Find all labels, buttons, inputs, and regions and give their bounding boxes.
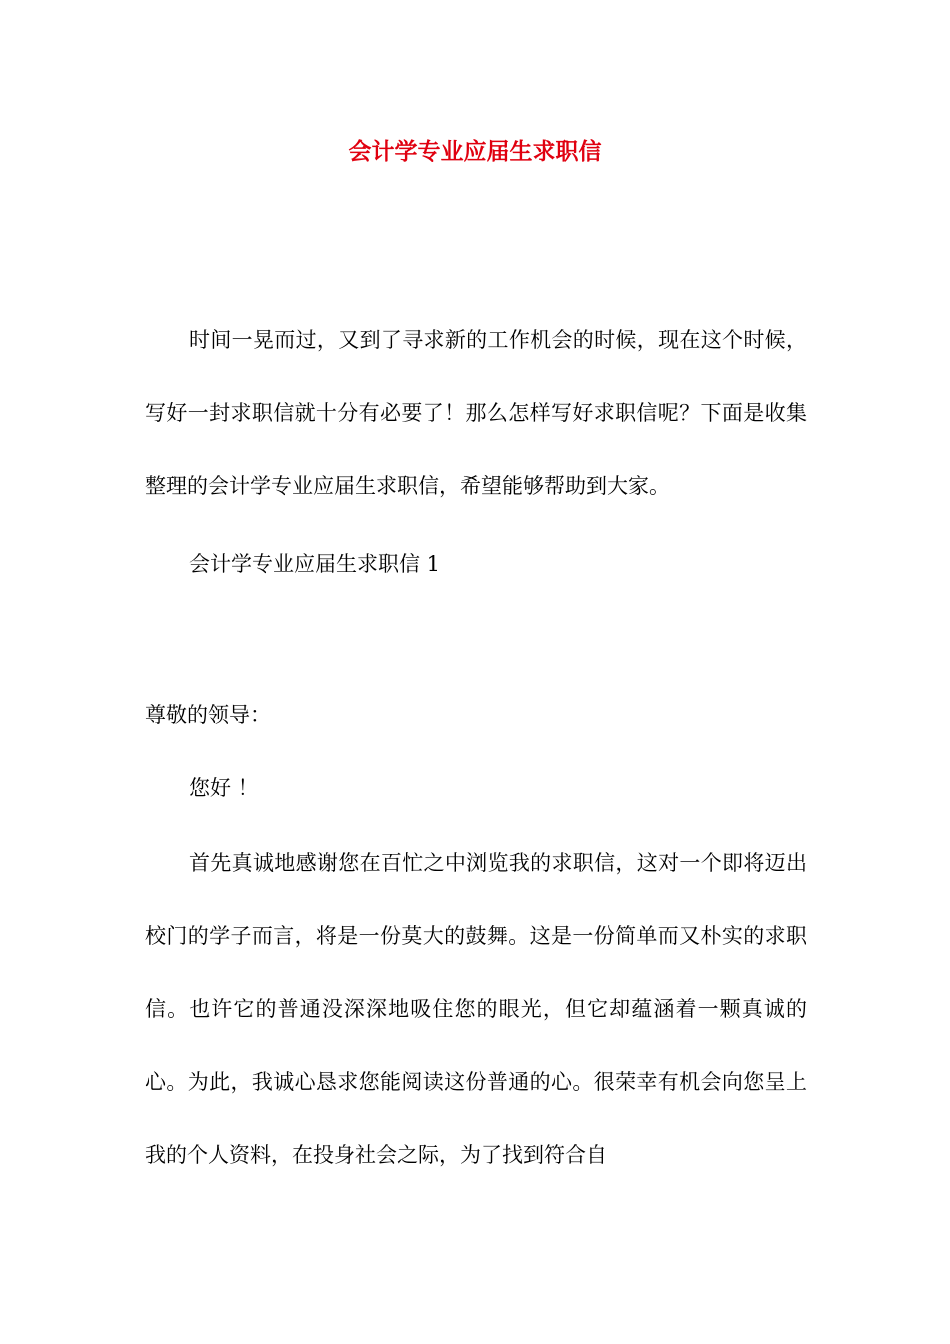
greeting: 您好 ！ — [189, 776, 259, 800]
document-title: 会计学专业应届生求职信 — [348, 139, 602, 165]
salutation: 尊敬的领导： — [145, 703, 271, 727]
letter-subheading: 会计学专业应届生求职信 1 — [189, 552, 441, 576]
intro-paragraph: 时间一晃而过，又到了寻求新的工作机会的时候，现在这个时候，写好一封求职信就十分有必要了！那么怎样写好求职信呢？下面是收集整理的会计学专业应届生求职信，希望能够帮助到大家。 — [145, 328, 807, 498]
letter-body-paragraph: 首先真诚地感谢您在百忙之中浏览我的求职信，这对一个即将迈出校门的学子而言，将是一份莫大的鼓舞。这是一份简单而又朴实的求职信。也许它的普通没深深地吸住您的眼光，但它却蕴涵着一颗真诚的心。为此，我诚心恳求您能阅读这份普通的心。很荣幸有机会向您呈上我的个人资料，在投身社会之际，为了找到符合自 — [145, 851, 807, 1167]
